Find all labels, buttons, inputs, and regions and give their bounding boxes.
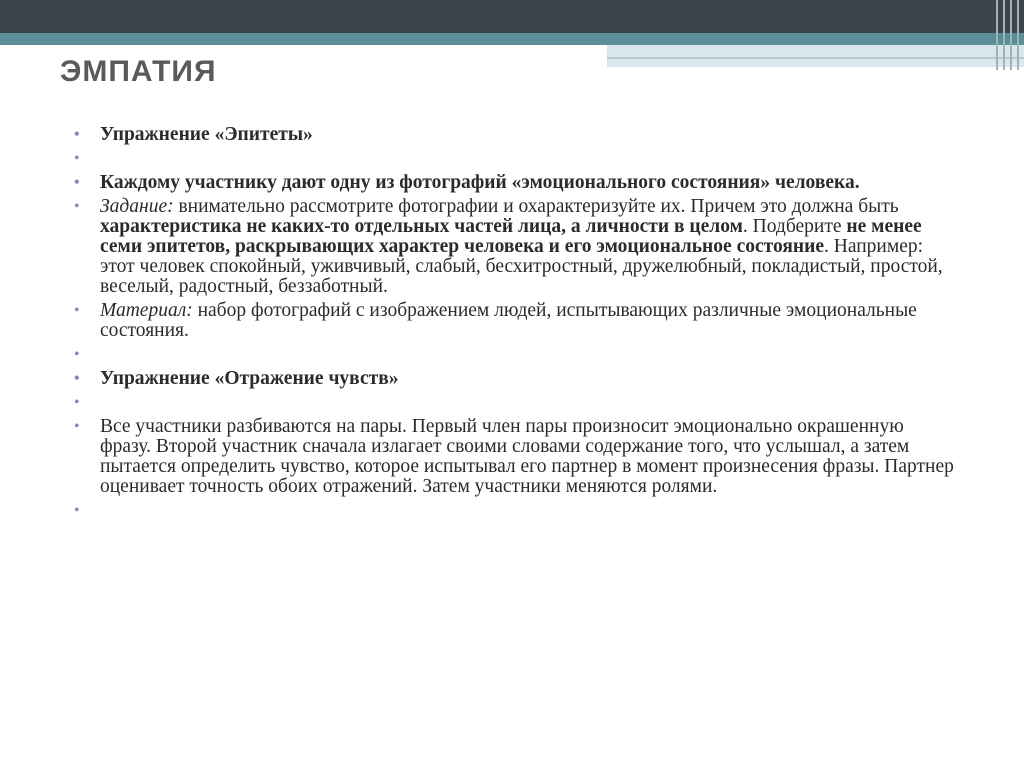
- list-item: [74, 173, 954, 193]
- exercise-1-intro: Каждому участнику дают одну из фотографий «эмоционального состояния» человека.: [100, 172, 860, 193]
- bullet-icon: •: [74, 302, 80, 319]
- bullet-icon: •: [74, 346, 80, 363]
- bullet-icon: •: [74, 502, 80, 519]
- bullet-icon: •: [74, 394, 80, 411]
- header-stripe: [996, 0, 998, 70]
- list-item: [74, 417, 954, 497]
- header-stripe: [1010, 0, 1012, 70]
- task-text: . Подберите: [742, 216, 847, 237]
- task-emphasis: не менее семи эпитетов, раскрывающих характер человека и его эмоциональное состояние: [100, 216, 922, 257]
- header-band-dark: [0, 0, 1024, 33]
- header-band-light: [607, 45, 1024, 67]
- bullet-icon: •: [74, 418, 80, 435]
- list-item: [74, 369, 954, 389]
- exercise-2-text: Все участники разбиваются на пары. Первый член пары произносит эмоционально окрашенную фразу. Второй участник сначала излагает своими словами содержание того, что услышал, а затем пытается определить чувство, которое испытывал его партнер в момент произнесения фразы. Партнер оценивает точность обоих отражений. Затем участники меняются ролями.: [100, 416, 954, 497]
- list-item-empty: [74, 345, 954, 365]
- bullet-list: [74, 125, 954, 525]
- material-text: набор фотографий с изображением людей, испытывающих различные эмоциональные состояния.: [100, 300, 917, 341]
- header-band-teal: [0, 33, 1024, 45]
- bullet-icon: •: [74, 174, 80, 191]
- task-label: Задание:: [100, 196, 174, 217]
- list-item: [74, 197, 954, 297]
- task-text: . Например: этот человек спокойный, уживчивый, слабый, бесхитростный, дружелюбный, покладистый, простой, веселый, радостный, беззаботный.: [100, 236, 943, 297]
- list-item: [74, 301, 954, 341]
- list-item-empty: [74, 393, 954, 413]
- task-emphasis: характеристика не каких-то отдельных частей лица, а личности в целом: [100, 216, 743, 237]
- exercise-1-title: Упражнение «Эпитеты»: [100, 124, 313, 145]
- exercise-2-title: Упражнение «Отражение чувств»: [100, 368, 399, 389]
- bullet-icon: •: [74, 126, 80, 143]
- header-stripe: [1017, 0, 1019, 70]
- material-label: Материал:: [100, 300, 193, 321]
- bullet-icon: •: [74, 370, 80, 387]
- list-item-empty: [74, 501, 954, 521]
- task-text: внимательно рассмотрите фотографии и охарактеризуйте их. Причем это должна быть: [173, 196, 899, 217]
- bullet-icon: •: [74, 198, 80, 215]
- list-item: [74, 125, 954, 145]
- list-item-empty: [74, 149, 954, 169]
- header-thin-line: [607, 57, 1024, 59]
- slide-title: ЭМПАТИЯ: [60, 55, 217, 88]
- header-stripe: [1003, 0, 1005, 70]
- bullet-icon: •: [74, 150, 80, 167]
